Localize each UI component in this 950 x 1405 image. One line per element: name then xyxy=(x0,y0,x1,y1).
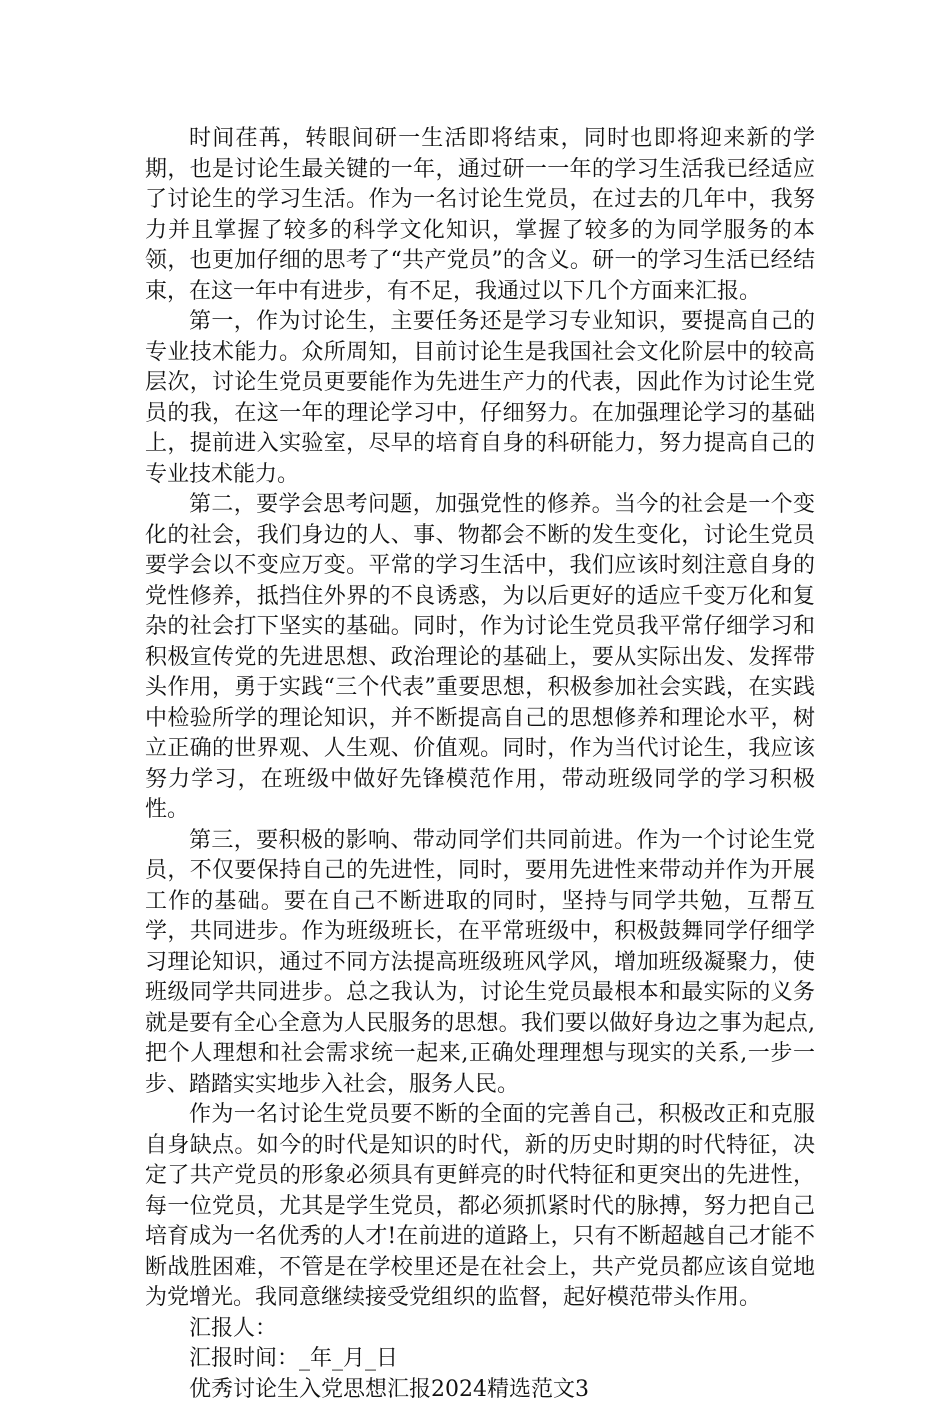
paragraph-first: 第一，作为讨论生，主要任务还是学习专业知识，要提高自己的专业技术能力。众所周知，目前讨论生是我国社会文化阶层中的较高层次，讨论生党员更要能作为先进生产力的代表，因此作为讨论生党员的我，在这一年的理论学习中，仔细努力。在加强理论学习的基础上，提前进入实验室，尽早的培育自身的科研能力，努力提高自己的专业技术能力。 xyxy=(145,307,815,490)
paragraph-second: 第二，要学会思考问题，加强党性的修养。当今的社会是一个变化的社会，我们身边的人、事、物都会不断的发生变化，讨论生党员要学会以不变应万变。平常的学习生活中，我们应该时刻注意自身的党性修养，抵挡住外界的不良诱惑，为以后更好的适应千变万化和复杂的社会打下坚实的基础。同时，作为讨论生党员我平常仔细学习和积极宣传党的先进思想、政治理论的基础上，要从实际出发、发挥带头作用，勇于实践“三个代表”重要思想，积极参加社会实践，在实践中检验所学的理论知识，并不断提高自己的思想修养和理论水平，树立正确的世界观、人生观、价值观。同时，作为当代讨论生，我应该努力学习，在班级中做好先锋模范作用，带动班级同学的学习积极性。 xyxy=(145,490,815,826)
document-body xyxy=(145,124,815,1405)
paragraph-third: 第三，要积极的影响、带动同学们共同前进。作为一个讨论生党员，不仅要保持自己的先进性，同时，要用先进性来带动并作为开展工作的基础。要在自己不断进取的同时，坚持与同学共勉，互帮互学，共同进步。作为班级班长，在平常班级中，积极鼓舞同学仔细学习理论知识，通过不同方法提高班级班风学风，增加班级凝聚力，使班级同学共同进步。总之我认为，讨论生党员最根本和最实际的义务就是要有全心全意为人民服务的思想。我们要以做好身边之事为起点,把个人理想和社会需求统一起来,正确处理理想与现实的关系,一步一步、踏踏实实地步入社会，服务人民。 xyxy=(145,826,815,1101)
next-article-title: 优秀讨论生入党思想汇报2024精选范文3 xyxy=(145,1375,815,1405)
reporter-label: 汇报人： xyxy=(145,1314,815,1345)
report-date-label: 汇报时间：_年_月_日 xyxy=(145,1344,815,1375)
paragraph-intro: 时间荏苒，转眼间研一生活即将结束，同时也即将迎来新的学期，也是讨论生最关键的一年，通过研一一年的学习生活我已经适应了讨论生的学习生活。作为一名讨论生党员，在过去的几年中，我努力并且掌握了较多的科学文化知识，掌握了较多的为同学服务的本领，也更加仔细的思考了“共产党员”的含义。研一的学习生活已经结束，在这一年中有进步，有不足，我通过以下几个方面来汇报。 xyxy=(145,124,815,307)
paragraph-conclusion: 作为一名讨论生党员要不断的全面的完善自己，积极改正和克服自身缺点。如今的时代是知识的时代，新的历史时期的时代特征，决定了共产党员的形象必须具有更鲜亮的时代特征和更突出的先进性，每一位党员，尤其是学生党员，都必须抓紧时代的脉搏，努力把自己培育成为一名优秀的人才!在前进的道路上，只有不断超越自己才能不断战胜困难，不管是在学校里还是在社会上，共产党员都应该自觉地为党增光。我同意继续接受党组织的监督，起好模范带头作用。 xyxy=(145,1100,815,1314)
